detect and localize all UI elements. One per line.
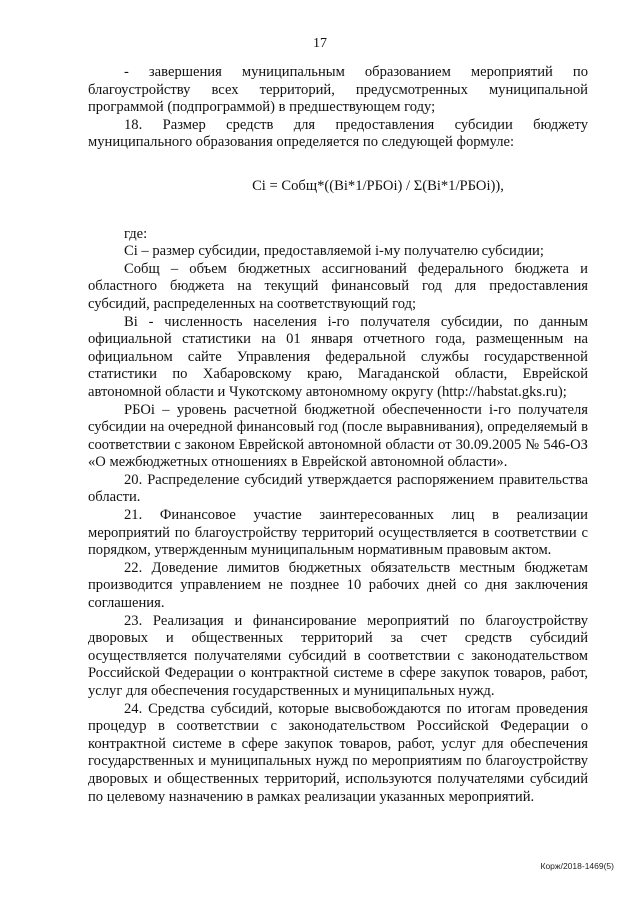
footer-document-code: Корж/2018-1469(5) bbox=[540, 861, 614, 871]
subsidy-formula: Ci = Собщ*((Bi*1/РБОi) / Σ(Bi*1/РБОi)), bbox=[252, 177, 504, 194]
definition-sobshch: Собщ – объем бюджетных ассигнований федерального бюджета и областного бюджета на текущий финансовый год для предоставления субсидий, распределенных на соответствующий год; bbox=[88, 260, 588, 312]
paragraph-24: 24. Средства субсидий, которые высвобождаются по итогам проведения процедур в соответствии с законодательством Российской Федерации о контрактной системе в сфере закупок товаров, работ, услуг для обеспечения государственных и муниципальных нужд по мероприятиям по благоустройству дворовых и общественных территорий, используются получателями субсидий по целевому назначению в рамках реализации указанных мероприятий. bbox=[88, 700, 588, 805]
paragraph-23: 23. Реализация и финансирование мероприятий по благоустройству дворовых и общественных территорий за счет средств субсидий осуществляется получателями субсидий в соответствии с законодательством Российской Федерации о контрактной системе в сфере закупок товаров, работ, услуг для обеспечения государственных и муниципальных нужд. bbox=[88, 612, 588, 699]
paragraph-18: 18. Размер средств для предоставления субсидии бюджету муниципального образования определяется по следующей формуле: bbox=[88, 116, 588, 151]
where-label: где: bbox=[124, 225, 148, 242]
definition-ci: Ci – размер субсидии, предоставляемой i-му получателю субсидии; bbox=[124, 243, 544, 260]
page-number: 17 bbox=[313, 36, 327, 51]
document-body bbox=[88, 64, 588, 806]
definition-bi: Bi - численность населения i-го получателя субсидии, по данным официальной статистики на 01 января отчетного года, размещенным на официальном сайте Управления федеральной службы государственной статистики по Хабаровскому краю, Магаданской области, Еврейской автономной области и Чукотскому автономному округу (http://habstat.gks.ru); bbox=[88, 313, 588, 400]
definition-rboi: РБОi – уровень расчетной бюджетной обеспеченности i-го получателя субсидии на очередной финансовый год (после выравнивания), определяемый в соответствии с законом Еврейской автономной области от 30.09.2005 № 546-ОЗ «О межбюджетных отношениях в Еврейской автономной области». bbox=[88, 401, 588, 471]
paragraph-20: 20. Распределение субсидий утверждается распоряжением правительства области. bbox=[88, 471, 588, 506]
paragraph-22: 22. Доведение лимитов бюджетных обязательств местным бюджетам производится управлением не позднее 10 рабочих дней со дня заключения соглашения. bbox=[88, 559, 588, 612]
paragraph-completion-condition: - завершения муниципальным образованием мероприятий по благоустройству всех территорий, предусмотренных муниципальной программой (подпрограммой) в предшествующем году; bbox=[88, 64, 588, 116]
paragraph-21: 21. Финансовое участие заинтересованных лиц в реализации мероприятий по благоустройству территорий осуществляется в соответствии с порядком, утвержденным муниципальным нормативным правовым актом. bbox=[88, 507, 588, 559]
